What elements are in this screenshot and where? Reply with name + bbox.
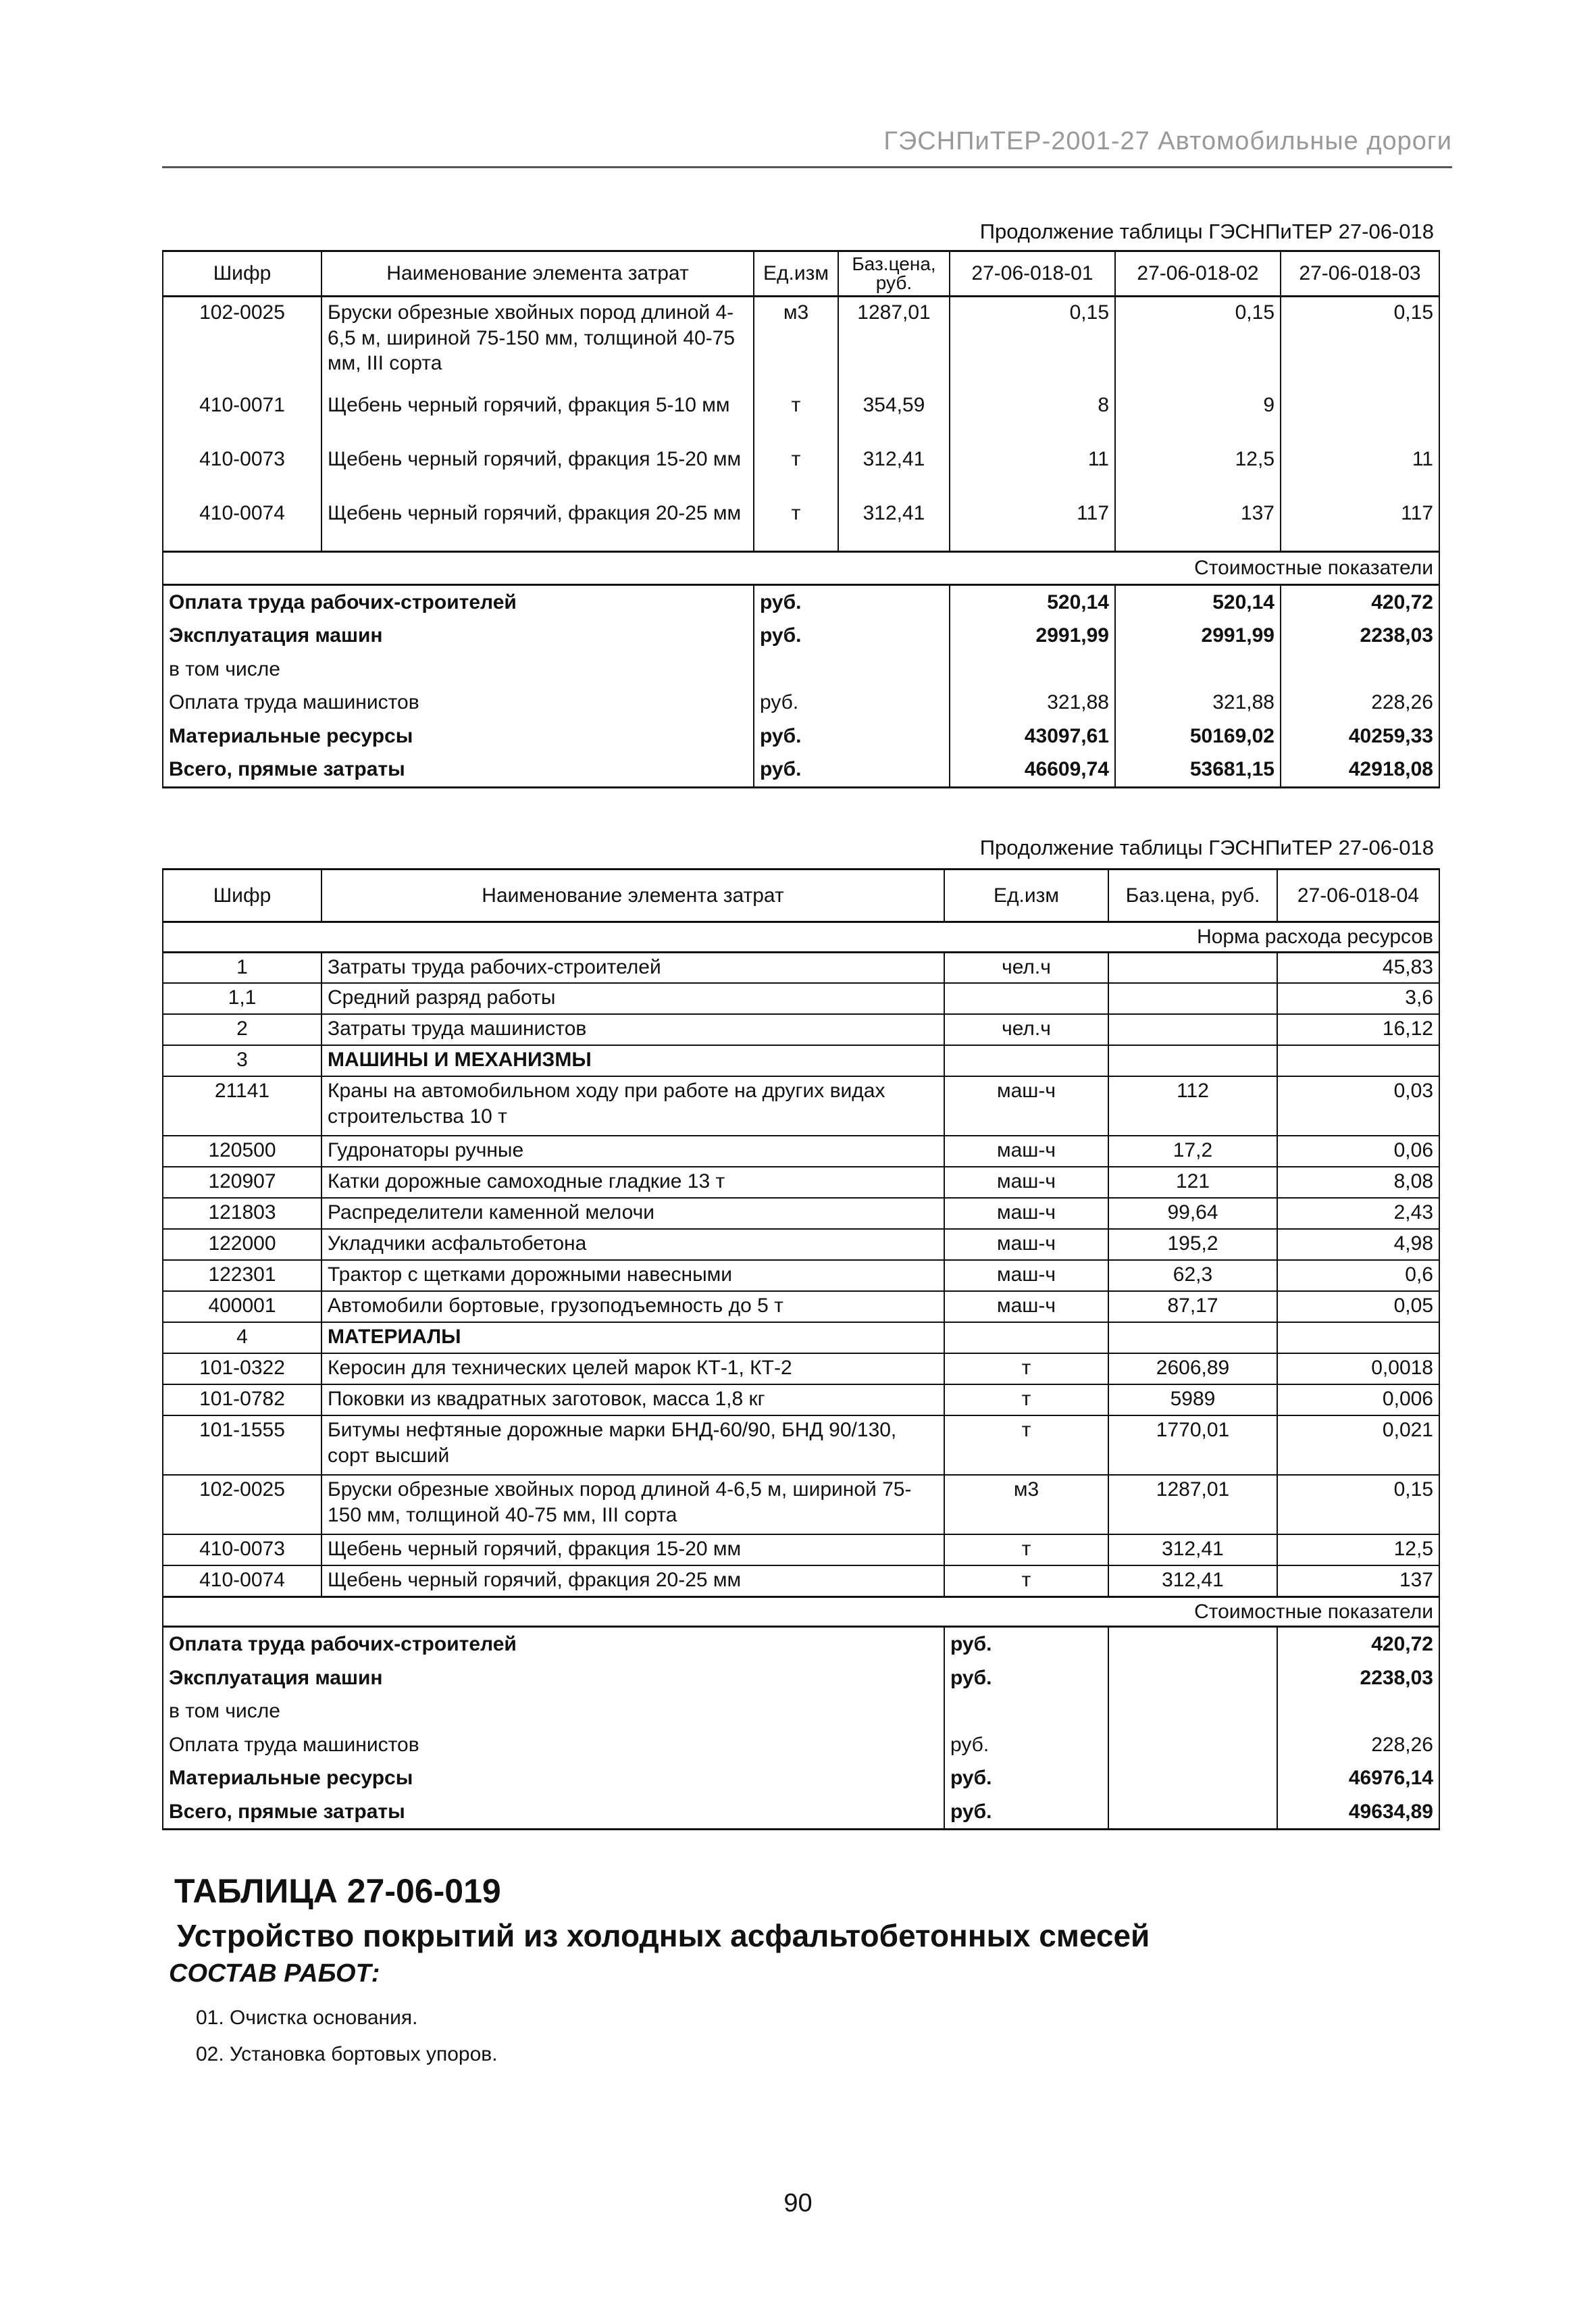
cell-price: 17,2 [1108, 1136, 1277, 1167]
cell-value: 0,6 [1277, 1260, 1439, 1291]
cell-code: 3 [163, 1045, 321, 1076]
summary-value [1115, 653, 1281, 686]
col-name: Наименование элемента затрат [321, 870, 944, 922]
cost-header: Стоимостные показатели [163, 552, 1439, 585]
cell-name: Затраты труда машинистов [321, 1014, 944, 1045]
summary-value: 42918,08 [1281, 753, 1439, 787]
cell-value: 11 [1281, 444, 1439, 498]
cell-unit: т [944, 1534, 1108, 1565]
cell-code: 101-1555 [163, 1415, 321, 1475]
summary-row [163, 686, 1439, 720]
summary-label: Материальные ресурсы [163, 1761, 944, 1795]
cell-code: 400001 [163, 1291, 321, 1322]
summary-row [163, 584, 1439, 619]
table-row [163, 1384, 1439, 1415]
cell-unit: чел.ч [944, 1014, 1108, 1045]
cell-code: 4 [163, 1322, 321, 1353]
table2 [162, 868, 1440, 1830]
table1-caption: Продолжение таблицы ГЭСНПиТЕР 27-06-018 [979, 220, 1434, 243]
cell-unit: т [944, 1384, 1108, 1415]
cell-name: Керосин для технических целей марок КТ-1, КТ-2 [321, 1353, 944, 1384]
cell-code: 122301 [163, 1260, 321, 1291]
cell-unit [944, 1045, 1108, 1076]
cell-price [1108, 952, 1277, 983]
next-table-title: ТАБЛИЦА 27-06-019 [174, 1872, 501, 1910]
summary-row [163, 1795, 1439, 1830]
cell-code: 102-0025 [163, 297, 321, 390]
summary-value: 46609,74 [950, 753, 1115, 787]
summary-row [163, 619, 1439, 653]
works-item: 01. Очистка основания. [196, 2007, 418, 2029]
cell-price: 99,64 [1108, 1198, 1277, 1229]
cell-code: 121803 [163, 1198, 321, 1229]
summary-label: Оплата труда рабочих-строителей [163, 584, 754, 619]
cell-unit: маш-ч [944, 1136, 1108, 1167]
cell-unit: маш-ч [944, 1076, 1108, 1136]
cell-code: 410-0074 [163, 1565, 321, 1596]
table-row [163, 1014, 1439, 1045]
cell-unit: маш-ч [944, 1260, 1108, 1291]
cell-name: МАТЕРИАЛЫ [321, 1322, 944, 1353]
cell-unit: т [754, 390, 838, 444]
cell-name: Укладчики асфальтобетона [321, 1229, 944, 1260]
summary-label: Оплата труда машинистов [163, 1728, 944, 1762]
cell-value: 0,03 [1277, 1076, 1439, 1136]
table-row [163, 297, 1439, 390]
col-code: Шифр [163, 870, 321, 922]
header-rule [162, 166, 1452, 168]
col-name: Наименование элемента затрат [321, 251, 754, 297]
summary-label: Всего, прямые затраты [163, 1795, 944, 1830]
cell-code: 101-0322 [163, 1353, 321, 1384]
running-header: ГЭСНПиТЕР-2001-27 Автомобильные дороги [883, 127, 1452, 155]
col-unit: Ед.изм [754, 251, 838, 297]
cell-value: 9 [1115, 390, 1281, 444]
summary-unit [944, 1694, 1108, 1728]
table-row [163, 1167, 1439, 1198]
cell-name: Битумы нефтяные дорожные марки БНД-60/90, БНД 90/130, сорт высший [321, 1415, 944, 1475]
section-row [163, 1045, 1439, 1076]
cell-name: Щебень черный горячий, фракция 20-25 мм [321, 1565, 944, 1596]
cell-code: 102-0025 [163, 1475, 321, 1534]
col-27-06-018-01: 27-06-018-01 [950, 251, 1115, 297]
summary-price [1108, 1795, 1277, 1830]
cell-unit: маш-ч [944, 1229, 1108, 1260]
cell-name: Бруски обрезные хвойных пород длиной 4-6,5 м, шириной 75-150 мм, толщиной 40-75 мм, III сорта [321, 297, 754, 390]
cell-price: 5989 [1108, 1384, 1277, 1415]
cost-header-row [163, 1596, 1439, 1627]
cell-value: 0,15 [1277, 1475, 1439, 1534]
cell-name: Трактор с щетками дорожными навесными [321, 1260, 944, 1291]
summary-row [163, 720, 1439, 753]
table1 [162, 250, 1440, 788]
summary-price [1108, 1728, 1277, 1762]
cost-header-row [163, 552, 1439, 585]
summary-value [1281, 653, 1439, 686]
table-row [163, 1198, 1439, 1229]
table-row [163, 1534, 1439, 1565]
cell-value: 0,15 [1281, 297, 1439, 390]
cell-price: 312,41 [838, 444, 950, 498]
table-row [163, 1260, 1439, 1291]
summary-value: 228,26 [1277, 1728, 1439, 1762]
cell-value: 117 [1281, 498, 1439, 552]
cell-name: Автомобили бортовые, грузоподъемность до 5 т [321, 1291, 944, 1322]
cell-name: Бруски обрезные хвойных пород длиной 4-6,5 м, шириной 75-150 мм, толщиной 40-75 мм, III сорта [321, 1475, 944, 1534]
summary-value [950, 653, 1115, 686]
summary-label: в том числе [163, 1694, 944, 1728]
summary-unit: руб. [754, 753, 950, 787]
summary-price [1108, 1694, 1277, 1728]
col-unit: Ед.изм [944, 870, 1108, 922]
cell-value: 0,006 [1277, 1384, 1439, 1415]
cell-unit: маш-ч [944, 1167, 1108, 1198]
cell-name: Щебень черный горячий, фракция 15-20 мм [321, 1534, 944, 1565]
summary-value: 40259,33 [1281, 720, 1439, 753]
cell-code: 1,1 [163, 983, 321, 1014]
table-row [163, 1415, 1439, 1475]
summary-label: Всего, прямые затраты [163, 753, 754, 787]
cell-code: 1 [163, 952, 321, 983]
norm-header-row [163, 922, 1439, 953]
summary-label: Эксплуатация машин [163, 1661, 944, 1695]
cell-unit: т [944, 1353, 1108, 1384]
cell-code: 122000 [163, 1229, 321, 1260]
summary-row [163, 753, 1439, 787]
works-list [196, 2000, 498, 2073]
summary-value: 46976,14 [1277, 1761, 1439, 1795]
summary-value: 321,88 [950, 686, 1115, 720]
cell-price [1108, 1322, 1277, 1353]
table-row [163, 1229, 1439, 1260]
section-row [163, 1322, 1439, 1353]
summary-unit [754, 653, 950, 686]
cell-price [1108, 1045, 1277, 1076]
summary-value: 520,14 [950, 584, 1115, 619]
summary-value [1277, 1694, 1439, 1728]
summary-value: 2991,99 [950, 619, 1115, 653]
cell-price: 2606,89 [1108, 1353, 1277, 1384]
table-row [163, 1136, 1439, 1167]
summary-value: 2238,03 [1281, 619, 1439, 653]
cell-value: 137 [1115, 498, 1281, 552]
summary-row [163, 1694, 1439, 1728]
summary-unit: руб. [754, 720, 950, 753]
summary-label: Эксплуатация машин [163, 619, 754, 653]
cell-value: 0,15 [950, 297, 1115, 390]
cell-price [1108, 983, 1277, 1014]
summary-unit: руб. [944, 1761, 1108, 1795]
cell-value: 0,0018 [1277, 1353, 1439, 1384]
cell-value: 0,021 [1277, 1415, 1439, 1475]
summary-label: Материальные ресурсы [163, 720, 754, 753]
table-row [163, 1291, 1439, 1322]
cell-name: Поковки из квадратных заготовок, масса 1,8 кг [321, 1384, 944, 1415]
next-table-subtitle: Устройство покрытий из холодных асфальтобетонных смесей [177, 1918, 1150, 1953]
table-row [163, 1353, 1439, 1384]
cell-code: 410-0071 [163, 390, 321, 444]
cell-name: Распределители каменной мелочи [321, 1198, 944, 1229]
cell-price: 312,41 [1108, 1565, 1277, 1596]
summary-row [163, 1761, 1439, 1795]
cell-price: 121 [1108, 1167, 1277, 1198]
summary-value: 49634,89 [1277, 1795, 1439, 1830]
cell-name: Щебень черный горячий, фракция 20-25 мм [321, 498, 754, 552]
cell-code: 120500 [163, 1136, 321, 1167]
cell-value: 12,5 [1115, 444, 1281, 498]
col-price: Баз.цена, руб. [1108, 870, 1277, 922]
table-row [163, 1565, 1439, 1596]
summary-row [163, 1661, 1439, 1695]
summary-value: 420,72 [1281, 584, 1439, 619]
table-row [163, 983, 1439, 1014]
cell-name: Щебень черный горячий, фракция 15-20 мм [321, 444, 754, 498]
summary-row [163, 653, 1439, 686]
cell-value: 117 [950, 498, 1115, 552]
cell-value: 0,05 [1277, 1291, 1439, 1322]
cell-unit: маш-ч [944, 1198, 1108, 1229]
works-item: 02. Установка бортовых упоров. [196, 2043, 498, 2065]
cell-price: 1770,01 [1108, 1415, 1277, 1475]
cell-unit: т [754, 498, 838, 552]
cell-value [1277, 1045, 1439, 1076]
cell-value: 4,98 [1277, 1229, 1439, 1260]
summary-value: 321,88 [1115, 686, 1281, 720]
cell-value: 0,15 [1115, 297, 1281, 390]
summary-label: Оплата труда рабочих-строителей [163, 1627, 944, 1661]
cell-code: 410-0073 [163, 1534, 321, 1565]
summary-price [1108, 1627, 1277, 1661]
summary-price [1108, 1661, 1277, 1695]
cell-code: 410-0073 [163, 444, 321, 498]
table-row [163, 1076, 1439, 1136]
cell-value: 3,6 [1277, 983, 1439, 1014]
cell-value: 137 [1277, 1565, 1439, 1596]
cell-unit [944, 1322, 1108, 1353]
summary-row [163, 1728, 1439, 1762]
cell-value: 16,12 [1277, 1014, 1439, 1045]
works-heading: СОСТАВ РАБОТ: [169, 1959, 380, 1988]
summary-value: 50169,02 [1115, 720, 1281, 753]
cell-price: 354,59 [838, 390, 950, 444]
cell-name: МАШИНЫ И МЕХАНИЗМЫ [321, 1045, 944, 1076]
cell-price: 112 [1108, 1076, 1277, 1136]
cell-price: 62,3 [1108, 1260, 1277, 1291]
col-code: Шифр [163, 251, 321, 297]
cell-name: Затраты труда рабочих-строителей [321, 952, 944, 983]
col-27-06-018-04: 27-06-018-04 [1277, 870, 1439, 922]
cell-value: 0,06 [1277, 1136, 1439, 1167]
cell-value: 45,83 [1277, 952, 1439, 983]
summary-label: в том числе [163, 653, 754, 686]
table-row [163, 1475, 1439, 1534]
cell-unit: т [754, 444, 838, 498]
page-number: 90 [783, 2189, 813, 2217]
cell-code: 2 [163, 1014, 321, 1045]
col-27-06-018-02: 27-06-018-02 [1115, 251, 1281, 297]
cell-price: 195,2 [1108, 1229, 1277, 1260]
cell-price: 87,17 [1108, 1291, 1277, 1322]
cell-unit: м3 [754, 297, 838, 390]
cell-unit: т [944, 1565, 1108, 1596]
cell-unit: маш-ч [944, 1291, 1108, 1322]
summary-unit: руб. [944, 1728, 1108, 1762]
cell-name: Краны на автомобильном ходу при работе на других видах строительства 10 т [321, 1076, 944, 1136]
summary-unit: руб. [944, 1661, 1108, 1695]
cell-value: 8 [950, 390, 1115, 444]
table-row [163, 444, 1439, 498]
cell-code: 101-0782 [163, 1384, 321, 1415]
col-27-06-018-03: 27-06-018-03 [1281, 251, 1439, 297]
summary-price [1108, 1761, 1277, 1795]
cell-value: 12,5 [1277, 1534, 1439, 1565]
summary-row [163, 1627, 1439, 1661]
summary-value: 53681,15 [1115, 753, 1281, 787]
summary-value: 420,72 [1277, 1627, 1439, 1661]
cell-name: Щебень черный горячий, фракция 5-10 мм [321, 390, 754, 444]
cell-value [1281, 390, 1439, 444]
cell-price: 312,41 [1108, 1534, 1277, 1565]
cell-code: 21141 [163, 1076, 321, 1136]
cell-name: Гудронаторы ручные [321, 1136, 944, 1167]
cell-code: 120907 [163, 1167, 321, 1198]
cell-value: 8,08 [1277, 1167, 1439, 1198]
table-row [163, 390, 1439, 444]
cell-unit: м3 [944, 1475, 1108, 1534]
cost-header: Стоимостные показатели [163, 1596, 1439, 1627]
summary-value: 520,14 [1115, 584, 1281, 619]
summary-unit: руб. [944, 1627, 1108, 1661]
cell-value [1277, 1322, 1439, 1353]
cell-unit: чел.ч [944, 952, 1108, 983]
summary-value: 2991,99 [1115, 619, 1281, 653]
summary-value: 2238,03 [1277, 1661, 1439, 1695]
summary-value: 43097,61 [950, 720, 1115, 753]
norm-header: Норма расхода ресурсов [163, 922, 1439, 953]
cell-unit: т [944, 1415, 1108, 1475]
cell-price [1108, 1014, 1277, 1045]
summary-value: 228,26 [1281, 686, 1439, 720]
cell-value: 2,43 [1277, 1198, 1439, 1229]
summary-label: Оплата труда машинистов [163, 686, 754, 720]
cell-code: 410-0074 [163, 498, 321, 552]
col-price: Баз.цена, руб. [838, 251, 950, 297]
summary-unit: руб. [754, 686, 950, 720]
cell-price: 1287,01 [1108, 1475, 1277, 1534]
cell-name: Катки дорожные самоходные гладкие 13 т [321, 1167, 944, 1198]
summary-unit: руб. [754, 619, 950, 653]
cell-value: 11 [950, 444, 1115, 498]
table-row [163, 498, 1439, 552]
summary-unit: руб. [754, 584, 950, 619]
table2-caption: Продолжение таблицы ГЭСНПиТЕР 27-06-018 [979, 836, 1434, 859]
cell-unit [944, 983, 1108, 1014]
table-row [163, 952, 1439, 983]
cell-price: 312,41 [838, 498, 950, 552]
cell-name: Средний разряд работы [321, 983, 944, 1014]
cell-price: 1287,01 [838, 297, 950, 390]
summary-unit: руб. [944, 1795, 1108, 1830]
